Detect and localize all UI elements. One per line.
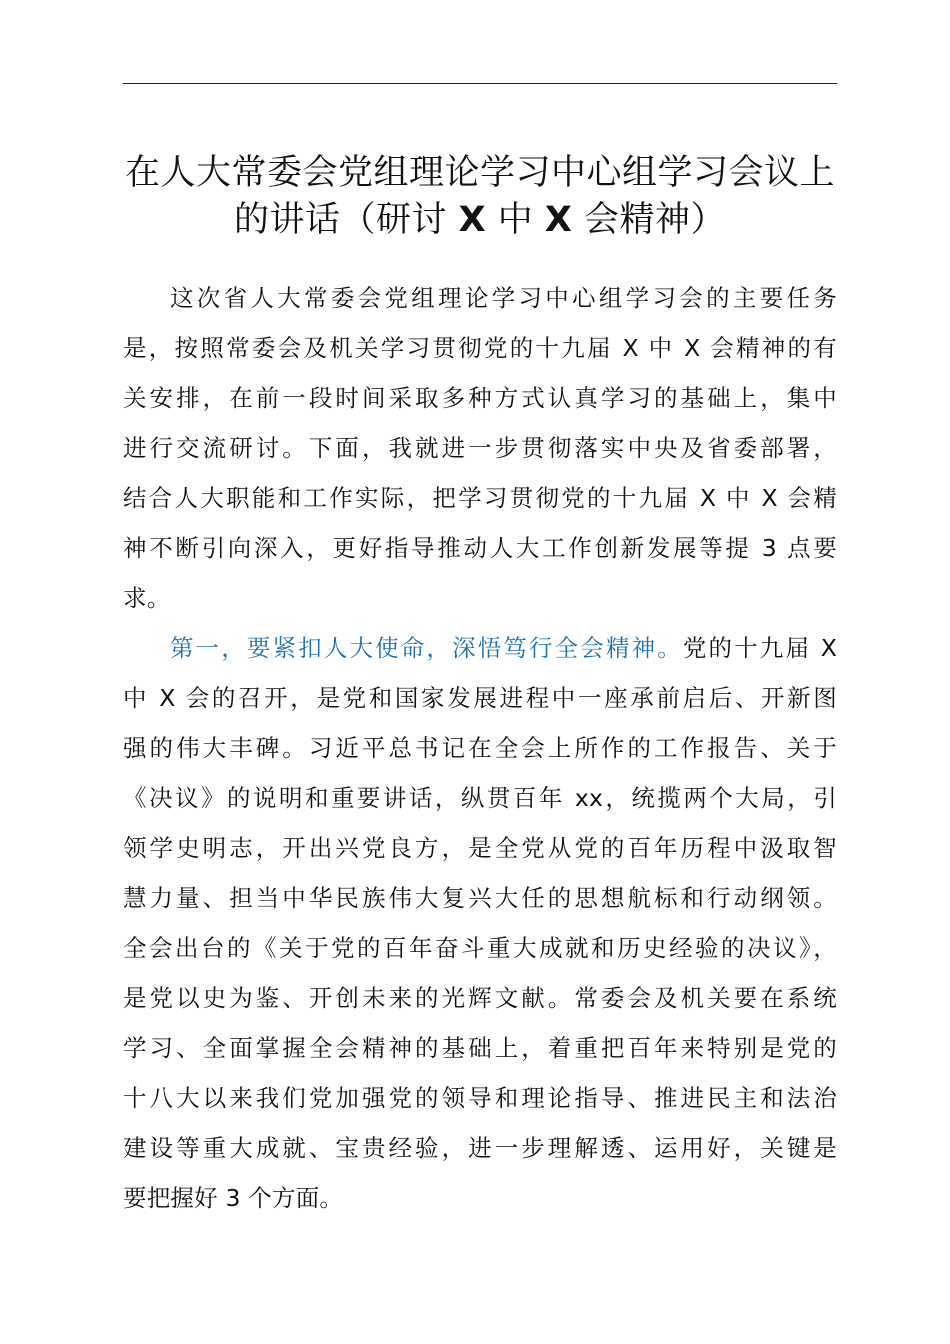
paragraph-1-line-3: 关安排，在前一段时间采取多种方式认真学习的基础上，集中 bbox=[123, 384, 837, 412]
title-line-2 bbox=[100, 197, 860, 244]
paragraph-1-line-7: 求。 bbox=[123, 584, 171, 612]
paragraph-2-line-12: 要把握好 3 个方面。 bbox=[123, 1184, 344, 1212]
title-line-2-part-1: 的讲话（研讨 bbox=[233, 200, 459, 240]
paragraph-2-line-3: 强的伟大丰碑。习近平总书记在全会上所作的工作报告、关于 bbox=[123, 734, 837, 762]
paragraph-2-line-9: 学习、全面掌握全会精神的基础上，着重把百年来特别是党的 bbox=[123, 1034, 837, 1062]
paragraph-1-line-5: 结合人大职能和工作实际，把学习贯彻党的十九届 X 中 X 会精 bbox=[123, 484, 837, 512]
paragraph-2-line-4: 《决议》的说明和重要讲话，纵贯百年 xx，统揽两个大局，引 bbox=[123, 784, 837, 812]
paragraph-2-line-2: 中 X 会的召开，是党和国家发展进程中一座承前启后、开新图 bbox=[123, 684, 837, 712]
document-body bbox=[123, 273, 837, 1223]
header-rule bbox=[123, 83, 837, 84]
paragraph-1-line-2: 是，按照常委会及机关学习贯彻党的十九届 X 中 X 会精神的有 bbox=[123, 334, 837, 362]
paragraph-1-line-1: 这次省人大常委会党组理论学习中心组学习会的主要任务 bbox=[170, 284, 837, 312]
paragraph-2-line-1-rest: 党的十九届 X bbox=[682, 634, 838, 662]
document-title bbox=[100, 150, 860, 244]
title-x-1: X bbox=[458, 200, 487, 240]
title-x-2: X bbox=[544, 200, 573, 240]
paragraph-2-line-5: 领学史明志，开出兴党良方，是全党从党的百年历程中汲取智 bbox=[123, 834, 837, 862]
paragraph-2 bbox=[123, 623, 837, 1223]
paragraph-1 bbox=[123, 273, 837, 623]
paragraph-2-line-11: 建设等重大成就、宝贵经验，进一步理解透、运用好，关键是 bbox=[123, 1134, 837, 1162]
paragraph-2-line-7: 全会出台的《关于党的百年奋斗重大成就和历史经验的决议》， bbox=[123, 934, 837, 962]
section-heading: 第一，要紧扣人大使命，深悟笃行全会精神。 bbox=[170, 634, 683, 662]
paragraph-2-line-1 bbox=[123, 623, 837, 673]
paragraph-2-line-8: 是党以史为鉴、开创未来的光辉文献。常委会及机关要在系统 bbox=[123, 984, 837, 1012]
paragraph-2-line-6: 慧力量、担当中华民族伟大复兴大任的思想航标和行动纲领。 bbox=[123, 884, 837, 912]
paragraph-2-line-10: 十八大以来我们党加强党的领导和理论指导、推进民主和法治 bbox=[123, 1084, 837, 1112]
title-line-2-part-3: 中 bbox=[486, 200, 545, 240]
title-line-1: 在人大常委会党组理论学习中心组学习会议上 bbox=[124, 153, 835, 193]
paragraph-1-line-4: 进行交流研讨。下面，我就进一步贯彻落实中央及省委部署， bbox=[123, 434, 837, 462]
title-line-2-part-5: 会精神） bbox=[572, 200, 727, 240]
paragraph-1-line-6: 神不断引向深入，更好指导推动人大工作创新发展等提 3 点要 bbox=[123, 534, 837, 562]
